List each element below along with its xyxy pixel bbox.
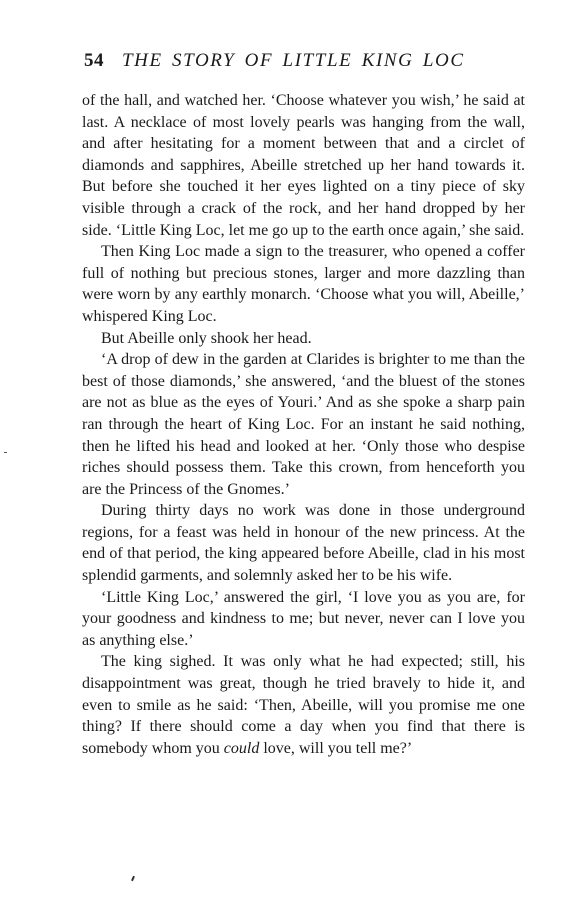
paragraph-text: The king sighed. It was only what he had expected; still, his disappointment was great, though he tried bravely to hide it, and even to smile as he said: ‘Then, Abeille, will you promise me one thing? If there should come a day when you find that there is somebody whom you [82,653,525,757]
paragraph: ‘Little King Loc,’ answered the girl, ‘I love you as you are, for your goodness and kindness to me; but never, never can I love you as anything else.’ [82,588,525,649]
paragraph: During thirty days no work was done in those underground regions, for a feast was held in honour of the new princess. At the end of that period, the king appeared before Abeille, clad in his most splendid garments, and solemnly asked her to be his wife. [82,502,525,585]
body-text [82,90,525,759]
paragraph: ‘A drop of dew in the garden at Clarides is brighter to me than the best of those diamonds,’ she answered, ‘and the bluest of the stones are not as blue as the eyes of Youri.’ And as she spoke a sharp pain ran through the heart of King Loc. For an instant he said nothing, then he lifted his head and looked at her. ‘Only those who despise riches should possess them. Take this crown, from henceforth you are the Princess of the Gnomes.’ [82,351,525,498]
page-number: 54 [84,50,104,71]
paragraph: Then King Loc made a sign to the treasurer, who opened a coffer full of nothing but precious stones, larger and more dazzling than were worn by any earthly monarch. ‘Choose what you will, Abeille,’ whispered King Loc. [82,243,525,325]
page-header [84,50,525,80]
emphasized-word: could [223,739,260,757]
running-title: THE STORY OF LITTLE KING LOC [122,50,465,71]
scan-mark [131,876,135,881]
paragraph: of the hall, and watched her. ‘Choose whatever you wish,’ he said at last. A necklace of most lovely pearls was hanging from the wall, and after hesitating for a moment between that and a circlet of diamonds and sapphires, Abeille stretched up her hand towards it. But before she touched it her eyes lighted on a tiny piece of sky visible through a crack of the rock, and her hand dropped by her side. ‘Little King Loc, let me go up to the earth once again,’ she said. [82,92,525,239]
scan-mark [4,452,7,453]
book-page [82,50,525,759]
paragraph-text: love, will you tell me?’ [259,739,413,757]
paragraph: But Abeille only shook her head. [101,329,312,347]
paragraph-last [82,651,525,759]
